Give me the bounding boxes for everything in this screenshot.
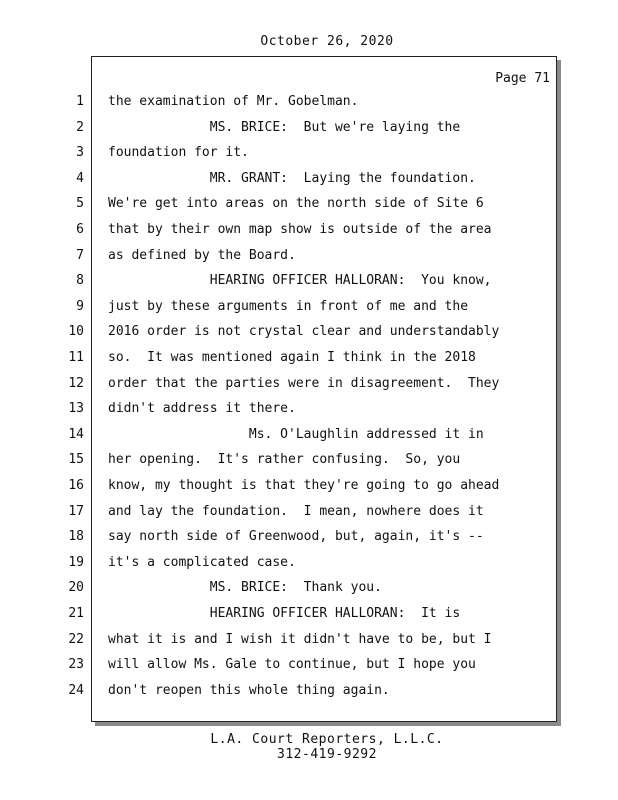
line-text: 2016 order is not crystal clear and understandably — [108, 324, 500, 340]
line-number: 1 — [76, 94, 84, 109]
line-text: HEARING OFFICER HALLORAN: You know, — [108, 273, 492, 289]
line-text: We're get into areas on the north side of Site 6 — [108, 196, 484, 212]
footer-company: L.A. Court Reporters, L.L.C. — [210, 732, 444, 747]
line-text: didn't address it there. — [108, 401, 296, 417]
footer-phone: 312-419-9292 — [277, 747, 377, 762]
line-number: 6 — [76, 222, 84, 237]
line-text: and lay the foundation. I mean, nowhere does it — [108, 503, 484, 519]
line-number: 9 — [76, 298, 84, 314]
line-text: Ms. O'Laughlin addressed it in — [108, 426, 484, 442]
line-text: just by these arguments in front of me and the — [108, 298, 469, 314]
line-number: 20 — [68, 580, 84, 596]
line-text: order that the parties were in disagreement. They — [108, 375, 500, 391]
line-number: 23 — [68, 657, 84, 673]
line-text: don't reopen this whole thing again. — [108, 682, 390, 698]
line-text: MS. BRICE: Thank you. — [108, 580, 382, 596]
line-number: 24 — [68, 682, 84, 698]
line-text: say north side of Greenwood, but, again, it's -- — [108, 529, 484, 545]
line-text: foundation for it. — [108, 145, 249, 161]
line-text: her opening. It's rather confusing. So, you — [108, 452, 461, 468]
line-number: 3 — [76, 145, 84, 161]
line-text: know, my thought is that they're going to go ahead — [108, 478, 500, 493]
line-number: 11 — [68, 350, 84, 365]
line-text: the examination of Mr. Gobelman. — [108, 94, 359, 109]
line-text: will allow Ms. Gale to continue, but I hope you — [108, 657, 476, 673]
line-number: 14 — [68, 426, 84, 442]
line-text: as defined by the Board. — [108, 247, 296, 263]
line-text: what it is and I wish it didn't have to be, but I — [108, 631, 492, 647]
page-number: Page 71 — [495, 71, 550, 86]
line-number: 2 — [76, 119, 84, 135]
line-number: 16 — [68, 478, 84, 493]
line-number: 19 — [68, 554, 84, 570]
line-number: 22 — [68, 631, 84, 647]
line-text: HEARING OFFICER HALLORAN: It is — [108, 606, 461, 621]
line-number: 8 — [76, 273, 84, 289]
line-number: 12 — [68, 375, 84, 391]
header-date: October 26, 2020 — [260, 34, 394, 49]
line-text: MR. GRANT: Laying the foundation. — [108, 170, 476, 186]
line-number: 10 — [68, 324, 84, 340]
line-number: 18 — [68, 529, 84, 545]
line-number: 13 — [68, 401, 84, 417]
line-number: 5 — [76, 196, 84, 212]
line-text: MS. BRICE: But we're laying the — [108, 119, 461, 135]
line-number: 21 — [68, 606, 84, 621]
line-number: 15 — [68, 452, 84, 468]
line-text: that by their own map show is outside of the area — [108, 222, 492, 237]
line-text: it's a complicated case. — [108, 554, 296, 570]
line-text: so. It was mentioned again I think in the 2018 — [108, 350, 476, 365]
line-number: 17 — [68, 503, 84, 519]
line-number: 7 — [76, 247, 84, 263]
line-number: 4 — [76, 170, 84, 186]
